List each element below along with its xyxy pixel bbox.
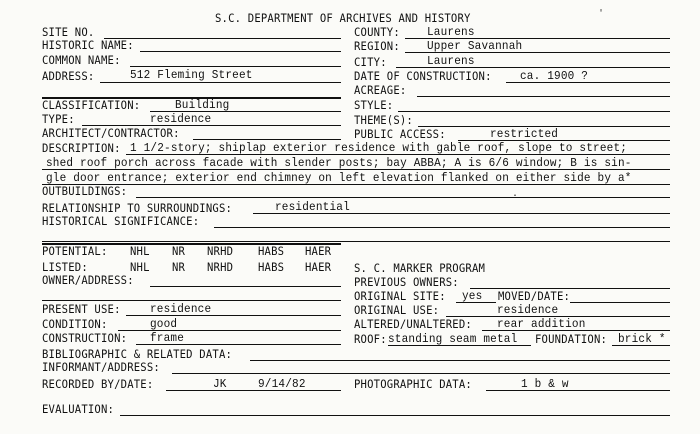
date-value: ca. 1900 ? <box>520 69 589 83</box>
altered-label: ALTERED/UNALTERED: <box>354 317 472 331</box>
description-rule-3 <box>42 184 670 185</box>
county-label: COUNTY: <box>354 25 400 39</box>
date-line <box>506 82 670 83</box>
city-value: Laurens <box>427 54 475 68</box>
theme-label: THEME(S): <box>354 113 413 127</box>
photographic-line <box>486 390 670 391</box>
listed-nr: NR <box>172 260 186 274</box>
owner-line-2 <box>42 300 341 301</box>
style-line <box>398 111 670 112</box>
informant-line <box>172 373 670 374</box>
potential-nr: NR <box>172 244 186 258</box>
altered-value: rear addition <box>497 317 586 331</box>
listed-nrhd: NRHD <box>207 260 234 274</box>
description-rule-2 <box>42 169 670 170</box>
significance-line <box>214 227 670 228</box>
listed-nhl: NHL <box>130 260 150 274</box>
outbuildings-line <box>136 197 670 198</box>
public-access-label: PUBLIC ACCESS: <box>354 127 446 141</box>
owner-line <box>150 286 341 287</box>
recorded-label: RECORDED BY/DATE: <box>42 377 154 391</box>
potential-nhl: NHL <box>130 244 150 258</box>
historic-name-line <box>140 51 341 52</box>
acreage-label: ACREAGE: <box>354 83 407 97</box>
recorded-line <box>166 390 341 391</box>
date-label: DATE OF CONSTRUCTION: <box>354 69 492 83</box>
original-use-value: residence <box>497 303 559 317</box>
evaluation-line <box>120 415 670 416</box>
region-label: REGION: <box>354 39 400 53</box>
significance-label: HISTORICAL SIGNIFICANCE: <box>42 214 200 228</box>
public-access-value: restricted <box>490 127 559 141</box>
present-use-label: PRESENT USE: <box>42 302 121 316</box>
description-rule-1 <box>126 154 670 155</box>
classification-value: Building <box>175 98 230 112</box>
original-site-line <box>456 302 496 303</box>
description-line-1: 1 1/2-story; shiplap exterior residence with gable roof, slope to street; <box>130 141 628 155</box>
site-no-label: SITE NO. <box>42 25 95 39</box>
architect-line <box>193 139 341 140</box>
address-label: ADDRESS: <box>42 69 95 83</box>
relationship-label: RELATIONSHIP TO SURROUNDINGS: <box>42 201 233 215</box>
photographic-label: PHOTOGRAPHIC DATA: <box>354 377 472 391</box>
city-label: CITY: <box>354 55 387 69</box>
acreage-line <box>417 96 670 97</box>
owner-label: OWNER/ADDRESS: <box>42 273 134 287</box>
form-header: S.C. DEPARTMENT OF ARCHIVES AND HISTORY <box>215 11 471 25</box>
roof-line <box>388 345 531 346</box>
relationship-value: residential <box>275 200 350 214</box>
stray-dot: . <box>512 188 519 199</box>
original-use-label: ORIGINAL USE: <box>354 303 440 317</box>
construction-line <box>136 344 341 345</box>
original-site-label: ORIGINAL SITE: <box>354 289 446 303</box>
present-use-value: residence <box>150 302 212 316</box>
address-line <box>100 82 341 83</box>
stray-mark: ' <box>598 8 605 19</box>
historic-name-label: HISTORIC NAME: <box>42 38 134 52</box>
roof-value: standing seam metal <box>388 332 518 346</box>
evaluation-label: EVALUATION: <box>42 402 115 416</box>
condition-label: CONDITION: <box>42 317 108 331</box>
potential-label: POTENTIAL: <box>42 244 108 258</box>
outbuildings-label: OUTBUILDINGS: <box>42 184 128 198</box>
site-no-line <box>104 38 341 39</box>
description-line-2: shed roof porch across facade with slender posts; bay ABBA; A is 6/6 window; B is sin- <box>46 156 632 170</box>
classification-label: CLASSIFICATION: <box>42 98 141 112</box>
marker-program-label: S. C. MARKER PROGRAM <box>354 261 486 275</box>
photographic-value: 1 b & w <box>521 377 569 391</box>
county-value: Laurens <box>427 25 475 39</box>
present-use-line <box>126 315 341 316</box>
moved-date-line <box>570 302 670 303</box>
listed-haer: HAER <box>305 260 332 274</box>
foundation-value: brick * <box>618 332 666 346</box>
bibliographic-label: BIBLIOGRAPHIC & RELATED DATA: <box>42 347 233 361</box>
potential-nrhd: NRHD <box>207 244 234 258</box>
region-value: Upper Savannah <box>427 39 523 53</box>
relationship-line <box>253 213 670 214</box>
address-value: 512 Fleming Street <box>130 68 253 82</box>
condition-value: good <box>150 317 178 331</box>
construction-label: CONSTRUCTION: <box>42 331 128 345</box>
altered-line <box>482 330 670 331</box>
city-line <box>396 67 670 68</box>
recorded-by-value: JK <box>213 377 227 391</box>
roof-label: ROOF: <box>354 332 387 346</box>
previous-owners-label: PREVIOUS OWNERS: <box>354 275 459 289</box>
recorded-date-value: 9/14/82 <box>258 377 306 391</box>
style-label: STYLE: <box>354 98 394 112</box>
description-label: DESCRIPTION: <box>42 141 121 155</box>
bibliographic-line <box>250 360 670 361</box>
description-line-3: gle door entrance; exterior end chimney on left elevation flanked on either side by a* <box>46 171 632 185</box>
type-value: residence <box>150 112 212 126</box>
original-site-value: yes <box>462 289 483 303</box>
informant-label: INFORMANT/ADDRESS: <box>42 360 160 374</box>
foundation-line <box>612 345 670 346</box>
significance-line-2 <box>42 241 670 242</box>
listed-habs: HABS <box>258 260 285 274</box>
common-name-line <box>130 66 341 67</box>
type-label: TYPE: <box>42 112 75 126</box>
moved-date-label: MOVED/DATE: <box>498 289 571 303</box>
potential-habs: HABS <box>258 244 285 258</box>
listed-label: LISTED: <box>42 260 88 274</box>
potential-haer: HAER <box>305 244 332 258</box>
foundation-label: FOUNDATION: <box>535 332 608 346</box>
region-line <box>405 52 670 53</box>
architect-label: ARCHITECT/CONTRACTOR: <box>42 126 180 140</box>
construction-value: frame <box>150 331 185 345</box>
common-name-label: COMMON NAME: <box>42 53 121 67</box>
